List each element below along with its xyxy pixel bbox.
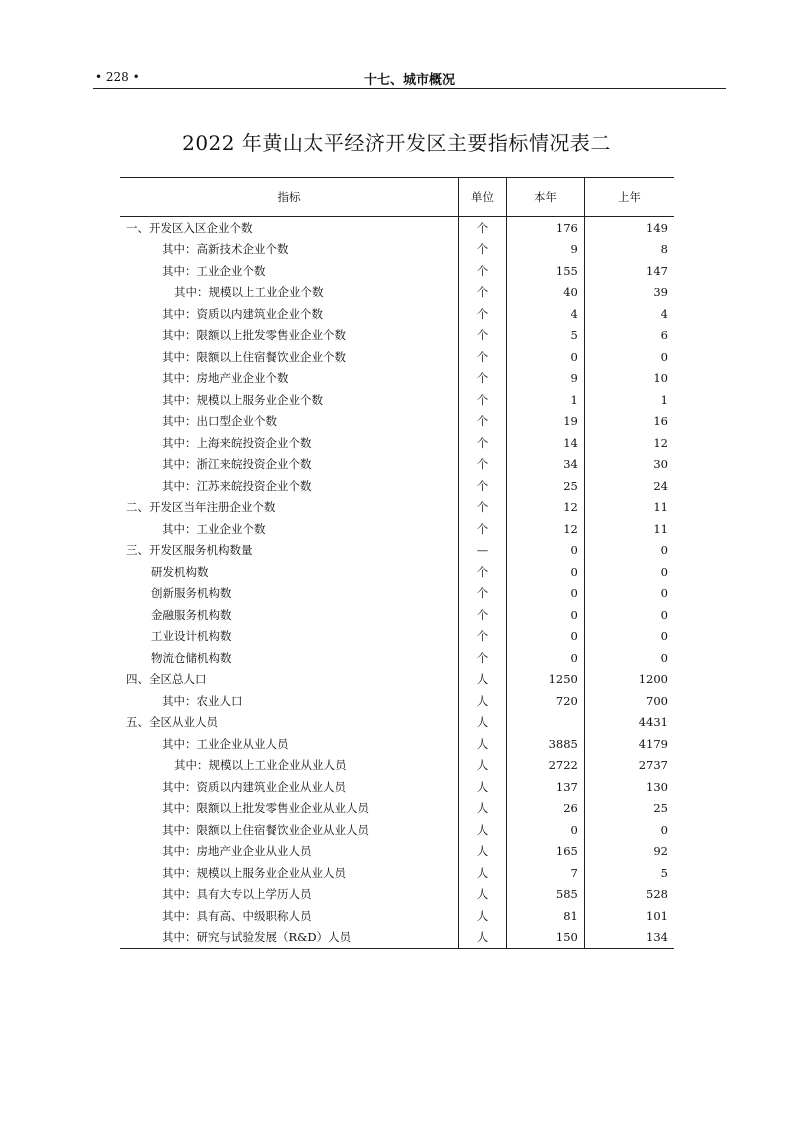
previous-year-cell: 39	[584, 282, 674, 304]
indicator-cell: 其中：工业企业个数	[162, 521, 266, 536]
indicator-cell: 三、开发区服务机构数量	[126, 543, 253, 558]
previous-year-cell: 92	[584, 841, 674, 863]
table-row	[120, 669, 674, 691]
table-row	[120, 518, 674, 540]
running-header	[93, 70, 726, 89]
table-row	[120, 389, 674, 411]
previous-year-cell: 6	[584, 325, 674, 347]
previous-year-cell: 11	[584, 497, 674, 519]
unit-cell: 人	[459, 755, 507, 777]
indicator-cell: 金融服务机构数	[151, 607, 232, 622]
current-year-cell: 9	[506, 368, 584, 390]
table-row	[120, 346, 674, 368]
unit-cell: 个	[459, 583, 507, 605]
previous-year-cell: 10	[584, 368, 674, 390]
table-row	[120, 432, 674, 454]
previous-year-cell: 0	[584, 540, 674, 562]
current-year-cell: 26	[506, 798, 584, 820]
unit-cell: 个	[459, 260, 507, 282]
indicator-cell: 其中：上海来皖投资企业个数	[162, 435, 312, 450]
unit-cell: 人	[459, 819, 507, 841]
indicator-table	[120, 177, 674, 949]
unit-cell: 人	[459, 927, 507, 949]
table-row	[120, 755, 674, 777]
previous-year-cell: 0	[584, 604, 674, 626]
indicator-cell: 工业设计机构数	[151, 629, 232, 644]
unit-cell: 人	[459, 776, 507, 798]
previous-year-cell: 0	[584, 346, 674, 368]
unit-cell: 个	[459, 389, 507, 411]
unit-cell: 个	[459, 325, 507, 347]
table-row	[120, 884, 674, 906]
indicator-cell: 其中：出口型企业个数	[162, 414, 277, 429]
indicator-cell: 研发机构数	[151, 564, 209, 579]
table-row	[120, 583, 674, 605]
previous-year-cell: 8	[584, 239, 674, 261]
previous-year-cell: 0	[584, 819, 674, 841]
current-year-cell: 81	[506, 905, 584, 927]
indicator-cell: 其中：高新技术企业个数	[162, 242, 289, 257]
unit-cell: 人	[459, 798, 507, 820]
indicator-cell: 创新服务机构数	[151, 586, 232, 601]
current-year-cell: 150	[506, 927, 584, 949]
indicator-cell: 其中：限额以上住宿餐饮业企业从业人员	[162, 822, 369, 837]
current-year-cell: 0	[506, 604, 584, 626]
column-header-unit: 单位	[459, 178, 507, 217]
section-title: 十七、城市概况	[363, 73, 455, 88]
indicator-cell: 四、全区总人口	[126, 672, 207, 687]
previous-year-cell: 700	[584, 690, 674, 712]
current-year-cell: 0	[506, 583, 584, 605]
current-year-cell: 585	[506, 884, 584, 906]
current-year-cell: 0	[506, 540, 584, 562]
current-year-cell: 9	[506, 239, 584, 261]
previous-year-cell: 4	[584, 303, 674, 325]
previous-year-cell: 16	[584, 411, 674, 433]
table-row	[120, 776, 674, 798]
table-title: 2022 年黄山太平经济开发区主要指标情况表二	[182, 131, 611, 155]
current-year-cell: 25	[506, 475, 584, 497]
column-header-current-year: 本年	[506, 178, 584, 217]
unit-cell: 个	[459, 647, 507, 669]
previous-year-cell: 0	[584, 561, 674, 583]
unit-cell: 个	[459, 454, 507, 476]
indicator-cell: 其中：资质以内建筑业企业从业人员	[162, 779, 346, 794]
current-year-cell: 7	[506, 862, 584, 884]
indicator-cell: 一、开发区入区企业个数	[126, 220, 253, 235]
unit-cell: 个	[459, 497, 507, 519]
indicator-cell: 其中：具有大专以上学历人员	[162, 887, 312, 902]
unit-cell: 个	[459, 346, 507, 368]
unit-cell: 个	[459, 282, 507, 304]
unit-cell: 个	[459, 604, 507, 626]
indicator-cell: 其中：浙江来皖投资企业个数	[162, 457, 312, 472]
table-row	[120, 626, 674, 648]
unit-cell: 个	[459, 475, 507, 497]
table-row	[120, 841, 674, 863]
column-header-previous-year: 上年	[584, 178, 674, 217]
current-year-cell: 0	[506, 647, 584, 669]
unit-cell: —	[459, 540, 507, 562]
indicator-cell: 其中：工业企业个数	[162, 263, 266, 278]
table-row	[120, 905, 674, 927]
unit-cell: 人	[459, 905, 507, 927]
table-row	[120, 411, 674, 433]
unit-cell: 个	[459, 239, 507, 261]
previous-year-cell: 4179	[584, 733, 674, 755]
unit-cell: 个	[459, 432, 507, 454]
current-year-cell: 3885	[506, 733, 584, 755]
table-header-row	[120, 178, 674, 217]
indicator-cell: 其中：房地产业企业个数	[162, 371, 289, 386]
current-year-cell: 0	[506, 819, 584, 841]
current-year-cell: 137	[506, 776, 584, 798]
unit-cell: 人	[459, 884, 507, 906]
indicator-cell: 其中：限额以上批发零售业企业从业人员	[162, 801, 369, 816]
current-year-cell: 1	[506, 389, 584, 411]
unit-cell: 人	[459, 862, 507, 884]
table-row	[120, 819, 674, 841]
current-year-cell: 0	[506, 626, 584, 648]
current-year-cell: 2722	[506, 755, 584, 777]
current-year-cell: 40	[506, 282, 584, 304]
table-row	[120, 862, 674, 884]
table-row	[120, 540, 674, 562]
previous-year-cell: 1	[584, 389, 674, 411]
previous-year-cell: 0	[584, 626, 674, 648]
unit-cell: 个	[459, 411, 507, 433]
current-year-cell: 165	[506, 841, 584, 863]
current-year-cell: 4	[506, 303, 584, 325]
indicator-cell: 其中：资质以内建筑业企业个数	[162, 306, 323, 321]
unit-cell: 人	[459, 733, 507, 755]
indicator-cell: 其中：规模以上服务业企业从业人员	[162, 865, 346, 880]
table-body	[120, 217, 674, 949]
previous-year-cell: 0	[584, 583, 674, 605]
table-row	[120, 927, 674, 949]
current-year-cell: 5	[506, 325, 584, 347]
unit-cell: 个	[459, 368, 507, 390]
indicator-cell: 其中：规模以上服务业企业个数	[162, 392, 323, 407]
unit-cell: 个	[459, 518, 507, 540]
previous-year-cell: 130	[584, 776, 674, 798]
column-header-indicator: 指标	[120, 178, 459, 217]
previous-year-cell: 2737	[584, 755, 674, 777]
previous-year-cell: 25	[584, 798, 674, 820]
indicator-cell: 其中：规模以上工业企业个数	[174, 285, 324, 300]
table-row	[120, 690, 674, 712]
unit-cell: 人	[459, 712, 507, 734]
previous-year-cell: 528	[584, 884, 674, 906]
table-row	[120, 239, 674, 261]
current-year-cell: 0	[506, 346, 584, 368]
indicator-cell: 其中：规模以上工业企业从业人员	[174, 758, 347, 773]
page-number: • 228 •	[95, 70, 140, 84]
unit-cell: 个	[459, 626, 507, 648]
table-row	[120, 798, 674, 820]
previous-year-cell: 12	[584, 432, 674, 454]
table-row	[120, 647, 674, 669]
table-row	[120, 604, 674, 626]
table-row	[120, 282, 674, 304]
unit-cell: 个	[459, 303, 507, 325]
unit-cell: 人	[459, 690, 507, 712]
indicator-cell: 其中：江苏来皖投资企业个数	[162, 478, 312, 493]
table-row	[120, 260, 674, 282]
indicator-cell: 二、开发区当年注册企业个数	[126, 500, 276, 515]
current-year-cell: 720	[506, 690, 584, 712]
table-row	[120, 497, 674, 519]
indicator-cell: 五、全区从业人员	[126, 715, 218, 730]
table-row	[120, 733, 674, 755]
previous-year-cell: 24	[584, 475, 674, 497]
previous-year-cell: 0	[584, 647, 674, 669]
indicator-cell: 物流仓储机构数	[151, 650, 232, 665]
current-year-cell: 1250	[506, 669, 584, 691]
table-row	[120, 561, 674, 583]
previous-year-cell: 5	[584, 862, 674, 884]
current-year-cell: 14	[506, 432, 584, 454]
unit-cell: 个	[459, 217, 507, 239]
indicator-cell: 其中：限额以上批发零售业企业个数	[162, 328, 346, 343]
current-year-cell: 34	[506, 454, 584, 476]
current-year-cell: 12	[506, 518, 584, 540]
indicator-cell: 其中：具有高、中级职称人员	[162, 908, 312, 923]
table-row	[120, 475, 674, 497]
previous-year-cell: 30	[584, 454, 674, 476]
indicator-cell: 其中：工业企业从业人员	[162, 736, 289, 751]
table-row	[120, 303, 674, 325]
previous-year-cell: 149	[584, 217, 674, 239]
table-row	[120, 368, 674, 390]
unit-cell: 人	[459, 841, 507, 863]
current-year-cell	[506, 712, 584, 734]
unit-cell: 个	[459, 561, 507, 583]
current-year-cell: 19	[506, 411, 584, 433]
previous-year-cell: 1200	[584, 669, 674, 691]
table-row	[120, 217, 674, 239]
table-row	[120, 325, 674, 347]
previous-year-cell: 147	[584, 260, 674, 282]
current-year-cell: 176	[506, 217, 584, 239]
table-row	[120, 454, 674, 476]
current-year-cell: 155	[506, 260, 584, 282]
previous-year-cell: 4431	[584, 712, 674, 734]
current-year-cell: 12	[506, 497, 584, 519]
current-year-cell: 0	[506, 561, 584, 583]
indicator-cell: 其中：研究与试验发展（R&D）人员	[120, 927, 459, 949]
indicator-cell: 其中：农业人口	[162, 693, 243, 708]
table-row	[120, 712, 674, 734]
previous-year-cell: 134	[584, 927, 674, 949]
indicator-cell: 其中：限额以上住宿餐饮业企业个数	[162, 349, 346, 364]
unit-cell: 人	[459, 669, 507, 691]
previous-year-cell: 11	[584, 518, 674, 540]
previous-year-cell: 101	[584, 905, 674, 927]
indicator-cell: 其中：房地产业企业从业人员	[162, 844, 312, 859]
